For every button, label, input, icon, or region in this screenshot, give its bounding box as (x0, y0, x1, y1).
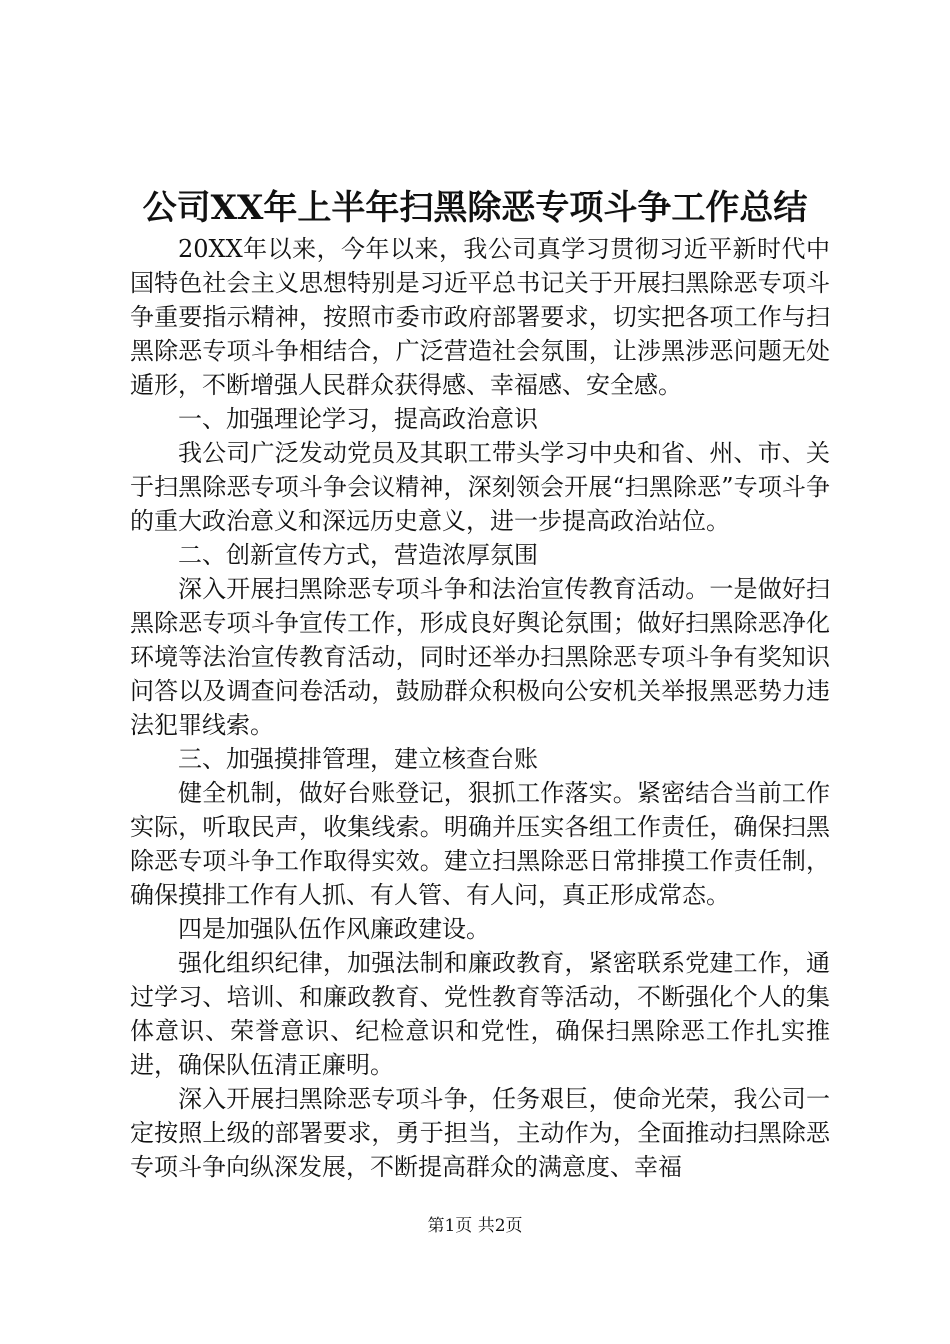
paragraph-intro: 20XX年以来，今年以来，我公司真学习贯彻习近平新时代中国特色社会主义思想特别是习近平总书记关于开展扫黑除恶专项斗争重要指示精神，按照市委市政府部署要求，切实把各项工作与扫黑除恶专项斗争相结合，广泛营造社会氛围，让涉黑涉恶问题无处遁形，不断增强人民群众获得感、幸福感、安全感。 (130, 235, 830, 399)
document-title: 公司XX年上半年扫黑除恶专项斗争工作总结 (142, 188, 808, 228)
document-body (130, 232, 830, 1184)
paragraph-section-1: 我公司广泛发动党员及其职工带头学习中央和省、州、市、关于扫黑除恶专项斗争会议精神，深刻领会开展“扫黑除恶”专项斗争的重大政治意义和深远历史意义，进一步提高政治站位。 (130, 439, 830, 535)
paragraph-section-4: 强化组织纪律，加强法制和廉政教育，紧密联系党建工作，通过学习、培训、和廉政教育、党性教育等活动，不断强化个人的集体意识、荣誉意识、纪检意识和党性，确保扫黑除恶工作扎实推进，确保队伍清正廉明。 (130, 949, 830, 1079)
section-heading-1: 一、加强理论学习，提高政治意识 (178, 405, 538, 433)
paragraph-section-3: 健全机制，做好台账登记，狠抓工作落实。紧密结合当前工作实际，听取民声，收集线索。明确并压实各组工作责任，确保扫黑除恶专项斗争工作取得实效。建立扫黑除恶日常排摸工作责任制，确保摸排工作有人抓、有人管、有人问，真正形成常态。 (130, 779, 830, 909)
paragraph-conclusion: 深入开展扫黑除恶专项斗争，任务艰巨，使命光荣，我公司一定按照上级的部署要求，勇于担当，主动作为，全面推动扫黑除恶专项斗争向纵深发展，不断提高群众的满意度、幸福 (130, 1085, 830, 1181)
section-heading-3: 三、加强摸排管理，建立核查台账 (178, 745, 538, 773)
paragraph-section-2: 深入开展扫黑除恶专项斗争和法治宣传教育活动。一是做好扫黑除恶专项斗争宣传工作，形成良好舆论氛围；做好扫黑除恶净化环境等法治宣传教育活动，同时还举办扫黑除恶专项斗争有奖知识问答以及调查问卷活动，鼓励群众积极向公安机关举报黑恶势力违法犯罪线索。 (130, 575, 830, 739)
section-heading-2: 二、创新宣传方式，营造浓厚氛围 (178, 541, 538, 569)
page-number-footer: 第1页 共2页 (427, 1216, 523, 1236)
section-heading-4: 四是加强队伍作风廉政建设。 (178, 915, 490, 943)
